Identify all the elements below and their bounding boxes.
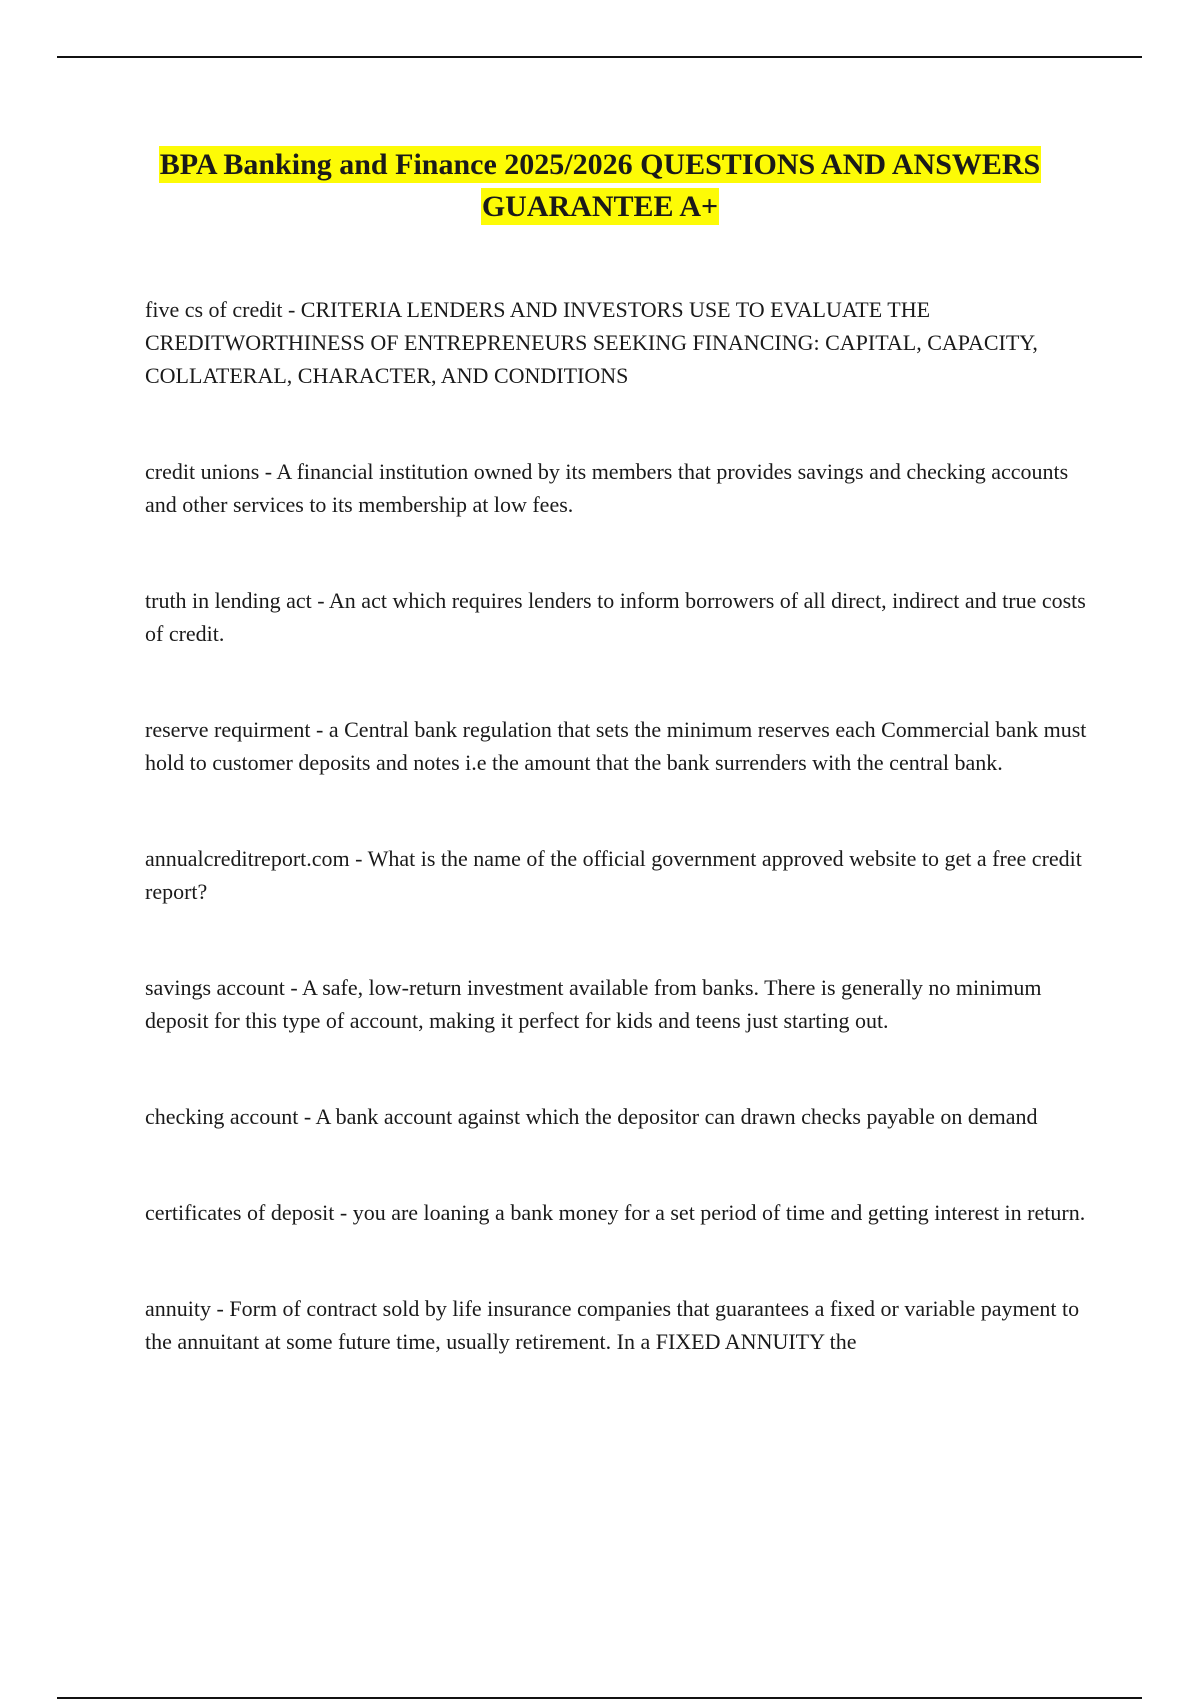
entry-term: annuity bbox=[145, 1296, 211, 1321]
top-rule bbox=[57, 56, 1142, 58]
list-item: checking account - A bank account against which the depositor can drawn checks payable on demand bbox=[145, 1104, 1038, 1129]
entry-definition: A financial institution owned by its members that provides savings and checking accounts and other services to its membership at low fees. bbox=[145, 459, 1069, 517]
entry-term: annualcreditreport.com bbox=[145, 846, 350, 871]
list-item: truth in lending act - An act which requires lenders to inform borrowers of all direct, indirect and true costs of credit. bbox=[145, 588, 1086, 646]
entry-definition: A safe, low-return investment available from banks. There is generally no minimum deposit for this type of account, making it perfect for kids and teens just starting out. bbox=[145, 975, 1042, 1033]
list-item: annuity - Form of contract sold by life insurance companies that guarantees a fixed or variable payment to the annuitant at some future time, usually retirement. In a FIXED ANNUITY the bbox=[145, 1296, 1080, 1354]
list-item: savings account - A safe, low-return investment available from banks. There is generally no minimum deposit for this type of account, making it perfect for kids and teens just starting out. bbox=[145, 975, 1042, 1033]
entry-term: savings account bbox=[145, 975, 285, 1000]
entry-term: certificates of deposit bbox=[145, 1200, 335, 1225]
entry-term: five cs of credit bbox=[145, 297, 283, 322]
entry-definition: What is the name of the official government approved website to get a free credit report? bbox=[145, 846, 1082, 904]
entry-term: reserve requirment bbox=[145, 717, 311, 742]
entry-term: truth in lending act bbox=[145, 588, 312, 613]
list-item: certificates of deposit - you are loaning a bank money for a set period of time and getting interest in return. bbox=[145, 1200, 1086, 1225]
entry-definition: CRITERIA LENDERS AND INVESTORS USE TO EVALUATE THE CREDITWORTHINESS OF ENTREPRENEURS SEEKING FINANCING: CAPITAL, CAPACITY, COLLATERAL, CHARACTER, AND CONDITIONS bbox=[145, 297, 1038, 388]
entry-list bbox=[145, 293, 1090, 1358]
document-title bbox=[100, 144, 1100, 228]
entry-definition: you are loaning a bank money for a set period of time and getting interest in return. bbox=[352, 1200, 1086, 1225]
list-item: reserve requirment - a Central bank regulation that sets the minimum reserves each Commercial bank must hold to customer deposits and notes i.e the amount that the bank surrenders with the central bank. bbox=[145, 717, 1087, 775]
entry-definition: Form of contract sold by life insurance companies that guarantees a fixed or variable payment to the annuitant at some future time, usually retirement. In a FIXED ANNUITY the bbox=[145, 1296, 1080, 1354]
entry-definition: a Central bank regulation that sets the minimum reserves each Commercial bank must hold to customer deposits and notes i.e the amount that the bank surrenders with the central bank. bbox=[145, 717, 1087, 775]
list-item: five cs of credit - CRITERIA LENDERS AND INVESTORS USE TO EVALUATE THE CREDITWORTHINESS OF ENTREPRENEURS SEEKING FINANCING: CAPITAL, CAPACITY, COLLATERAL, CHARACTER, AND CONDITIONS bbox=[145, 297, 1038, 388]
entry-term: credit unions bbox=[145, 459, 260, 484]
title-highlight: BPA Banking and Finance 2025/2026 QUESTIONS AND ANSWERS GUARANTEE A+ bbox=[159, 148, 1041, 223]
bottom-rule bbox=[57, 1697, 1142, 1699]
list-item: credit unions - A financial institution owned by its members that provides savings and checking accounts and other services to its membership at low fees. bbox=[145, 459, 1069, 517]
entry-definition: An act which requires lenders to inform borrowers of all direct, indirect and true costs of credit. bbox=[145, 588, 1086, 646]
list-item: annualcreditreport.com - What is the name of the official government approved website to get a free credit report? bbox=[145, 846, 1082, 904]
entry-term: checking account bbox=[145, 1104, 299, 1129]
entry-definition: A bank account against which the depositor can drawn checks payable on demand bbox=[315, 1104, 1038, 1129]
